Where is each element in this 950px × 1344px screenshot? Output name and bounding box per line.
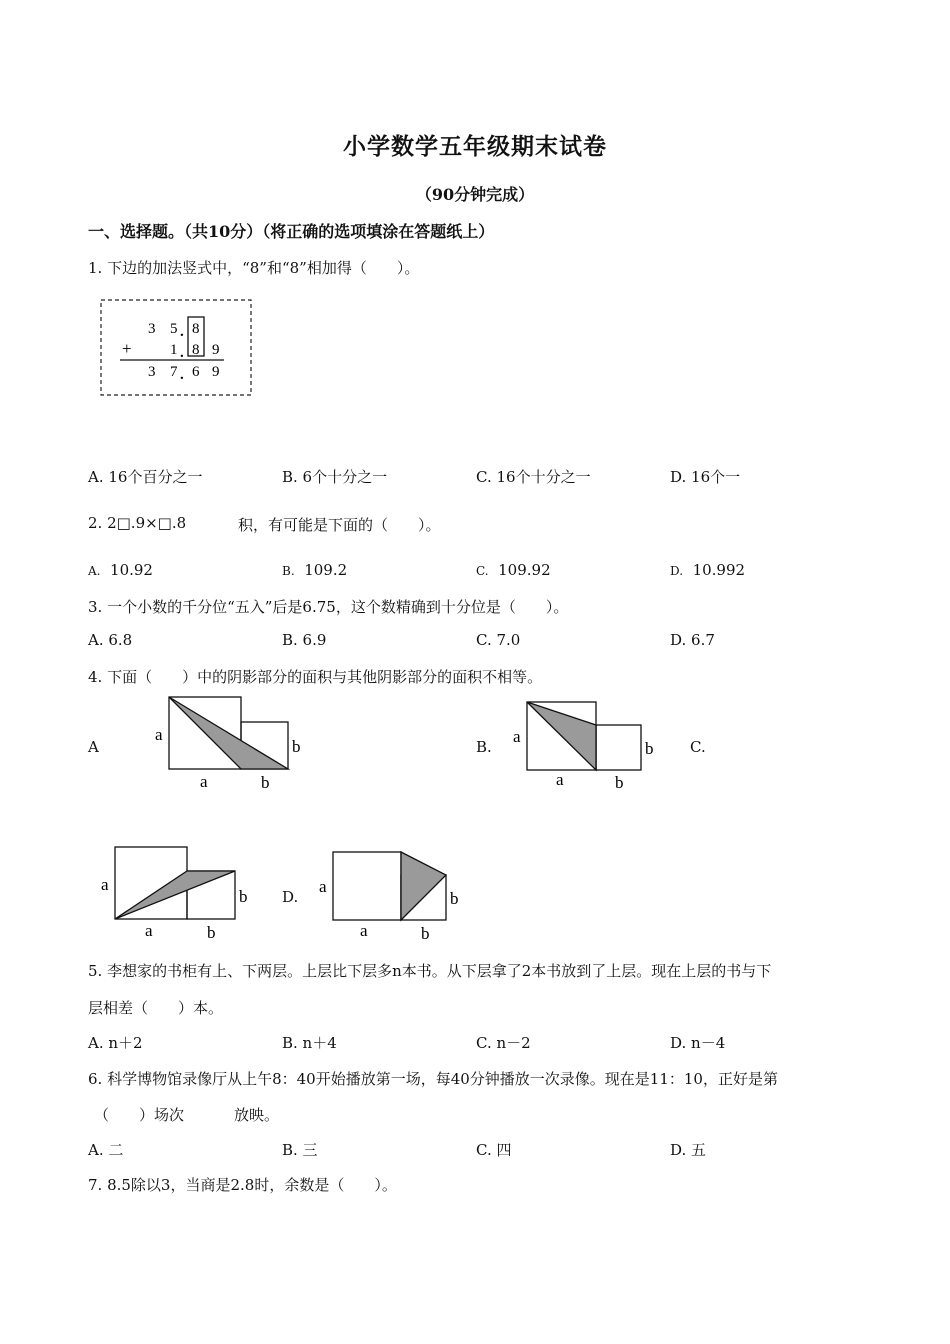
- question-7-text: 7. 8.5除以3，当商是2.8时，余数是（ ）。: [88, 1176, 397, 1194]
- q2-option-d-label: D.: [670, 564, 684, 578]
- shaded-triangle: [169, 697, 288, 769]
- q2-option-d-value: 10.992: [692, 561, 746, 579]
- fig-digit: 8: [192, 321, 200, 337]
- q1-option-a[interactable]: A. 16个百分之一: [88, 468, 203, 486]
- question-1-text: 1. 下边的加法竖式中，“8”和“8”相加得（ ）。: [88, 259, 420, 277]
- fig-dot: .: [180, 324, 184, 340]
- q3-option-b[interactable]: B. 6.9: [282, 631, 327, 649]
- q1-option-b[interactable]: B. 6个十分之一: [282, 468, 388, 486]
- q6-option-b[interactable]: B. 三: [282, 1141, 318, 1159]
- q1-option-c[interactable]: C. 16个十分之一: [476, 468, 591, 486]
- q6-option-c[interactable]: C. 四: [476, 1141, 512, 1159]
- question-6-text: 6. 科学博物馆录像厅从上午8：40开始播放第一场，每40分钟播放一次录像。现在是11：10，正好是第: [88, 1070, 778, 1088]
- q3-option-a[interactable]: A. 6.8: [88, 631, 133, 649]
- side-label-b: b: [450, 889, 459, 908]
- fig-digit: 9: [212, 342, 220, 358]
- q2-option-c-value: 109.92: [498, 561, 551, 579]
- q4-figure-c: [98, 843, 268, 947]
- addition-figure: [100, 299, 252, 396]
- q2-option-b-label: B.: [282, 564, 295, 578]
- question-2-text-rest: 积，有可能是下面的（ ）。: [238, 516, 441, 534]
- side-label-b: b: [239, 887, 248, 906]
- question-5-text-line2: 层相差（ ）本。: [88, 999, 224, 1017]
- question-6-text-line2: （ ）场次: [94, 1106, 185, 1124]
- side-label-b: b: [261, 773, 270, 792]
- fig-digit: 3: [148, 364, 156, 380]
- q5-option-b[interactable]: B. n＋4: [282, 1034, 337, 1052]
- q3-option-d[interactable]: D. 6.7: [670, 631, 715, 649]
- q2-option-b[interactable]: [282, 561, 347, 579]
- q5-option-c[interactable]: C. n－2: [476, 1034, 531, 1052]
- q2-option-c[interactable]: [476, 561, 551, 579]
- shaded-triangle: [115, 871, 235, 919]
- question-3-text: 3. 一个小数的千分位“五入”后是6.75，这个数精确到十分位是（ ）。: [88, 598, 569, 616]
- q4-figure-a: [150, 694, 310, 798]
- q6-option-d[interactable]: D. 五: [670, 1141, 707, 1159]
- fig-dot: .: [180, 367, 184, 383]
- shaded-triangle: [401, 852, 446, 920]
- q4-option-a-label[interactable]: A: [88, 738, 99, 756]
- q2-option-b-value: 109.2: [304, 561, 348, 579]
- q4-option-b-label[interactable]: B.: [476, 738, 492, 756]
- side-label-a: a: [513, 727, 521, 746]
- fig-digit: 3: [148, 321, 156, 337]
- q1-option-d[interactable]: D. 16个一: [670, 468, 741, 486]
- q3-option-c[interactable]: C. 7.0: [476, 631, 521, 649]
- fig-digit: 6: [192, 364, 200, 380]
- side-label-a: a: [145, 921, 153, 940]
- side-label-a: a: [101, 875, 109, 894]
- q4-figure-d: [316, 848, 466, 952]
- q4-option-c-label[interactable]: C.: [690, 738, 706, 756]
- side-label-a: a: [360, 921, 368, 940]
- q4-figure-b: [510, 699, 660, 798]
- side-label-b: b: [421, 924, 430, 943]
- side-label-a: a: [556, 770, 564, 789]
- side-label-a: a: [319, 877, 327, 896]
- side-label-a: a: [155, 725, 163, 744]
- fig-digit: 9: [212, 364, 220, 380]
- q2-option-c-label: C.: [476, 564, 489, 578]
- question-2-text: 2. 2□.9×□.8: [88, 514, 187, 532]
- side-label-b: b: [645, 739, 654, 758]
- question-6-text-line2-end: 放映。: [234, 1106, 280, 1124]
- fig-digit: 7: [170, 364, 178, 380]
- q2-option-a[interactable]: [88, 561, 153, 579]
- side-label-b: b: [292, 737, 301, 756]
- question-5-text: 5. 李想家的书柜有上、下两层。上层比下层多n本书。从下层拿了2本书放到了上层。现在上层的书与下: [88, 962, 772, 980]
- fig-plus: +: [122, 339, 132, 358]
- question-4-text: 4. 下面（ ）中的阴影部分的面积与其他阴影部分的面积不相等。: [88, 668, 543, 686]
- page-title: 小学数学五年级期末试卷: [343, 133, 607, 160]
- page-subtitle: （90分钟完成）: [415, 185, 535, 204]
- fig-digit: 5: [170, 321, 178, 337]
- side-label-b: b: [615, 773, 624, 792]
- q5-option-d[interactable]: D. n－4: [670, 1034, 726, 1052]
- q6-option-a[interactable]: A. 二: [88, 1141, 124, 1159]
- fig-digit: 8: [192, 342, 200, 358]
- shaded-triangle: [527, 702, 596, 770]
- fig-digit: 1: [170, 342, 178, 358]
- q4-option-d-label[interactable]: D.: [282, 888, 299, 906]
- q2-option-d[interactable]: [670, 561, 745, 579]
- q2-option-a-label: A.: [88, 564, 101, 578]
- q5-option-a[interactable]: A. n＋2: [88, 1034, 143, 1052]
- fig-dot: .: [180, 345, 184, 361]
- q2-option-a-value: 10.92: [110, 561, 153, 579]
- section-heading: 一、选择题。（共10分）（将正确的选项填涂在答题纸上）: [88, 222, 495, 241]
- side-label-b: b: [207, 923, 216, 942]
- side-label-a: a: [200, 772, 208, 791]
